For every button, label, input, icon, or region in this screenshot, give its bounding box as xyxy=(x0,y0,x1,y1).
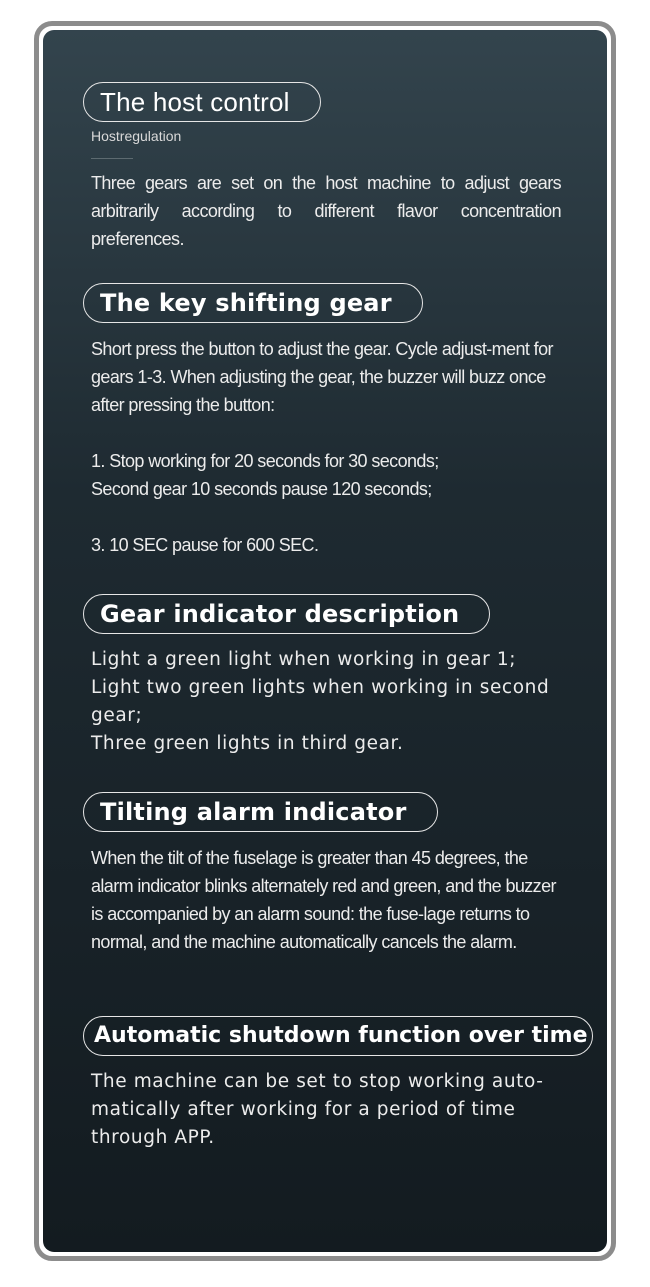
section-host-control xyxy=(83,82,599,253)
section-key-shifting-gear xyxy=(83,283,599,559)
divider xyxy=(91,158,133,159)
paragraph: 1. Stop working for 20 seconds for 30 seconds; xyxy=(91,451,439,471)
paragraph: Three gears are set on the host machine to adjust gears arbitrarily according to different flavor concentration preferences. xyxy=(91,173,561,249)
section-auto-shutdown xyxy=(83,1016,605,1152)
paragraph: Light two green lights when working in second gear; xyxy=(91,677,550,726)
section-title: The host control xyxy=(83,82,321,122)
section-tilting-alarm xyxy=(83,792,599,956)
content-panel xyxy=(43,30,607,1252)
paragraph: When the tilt of the fuselage is greater than 45 degrees, the alarm indicator blinks alternately red and green, and the buzzer is accompanied by an alarm sound: the fuse-lage returns to normal, and the machine automatically cancels the alarm. xyxy=(91,848,556,952)
card-frame xyxy=(34,21,616,1261)
section-body xyxy=(91,169,561,253)
paragraph: The machine can be set to stop working auto-matically after working for a period of time through APP. xyxy=(91,1071,544,1148)
section-body xyxy=(91,646,561,758)
section-subtitle: Hostregulation xyxy=(91,128,182,144)
section-title: Tilting alarm indicator xyxy=(83,792,438,832)
paragraph: Light a green light when working in gear 1; xyxy=(91,649,517,670)
section-title: Automatic shutdown function over time xyxy=(83,1016,593,1056)
section-title: The key shifting gear xyxy=(83,283,423,323)
paragraph: 3. 10 SEC pause for 600 SEC. xyxy=(91,535,319,555)
paragraph: Second gear 10 seconds pause 120 seconds; xyxy=(91,479,432,499)
paragraph: Short press the button to adjust the gear. Cycle adjust-ment for gears 1-3. When adjusting the gear, the buzzer will buzz once after pressing the button: xyxy=(91,339,553,415)
section-gear-indicator xyxy=(83,594,599,758)
section-body xyxy=(91,335,561,559)
section-body xyxy=(91,844,561,956)
section-title: Gear indicator description xyxy=(83,594,490,634)
section-body xyxy=(91,1068,561,1152)
paragraph: Three green lights in third gear. xyxy=(91,733,404,754)
